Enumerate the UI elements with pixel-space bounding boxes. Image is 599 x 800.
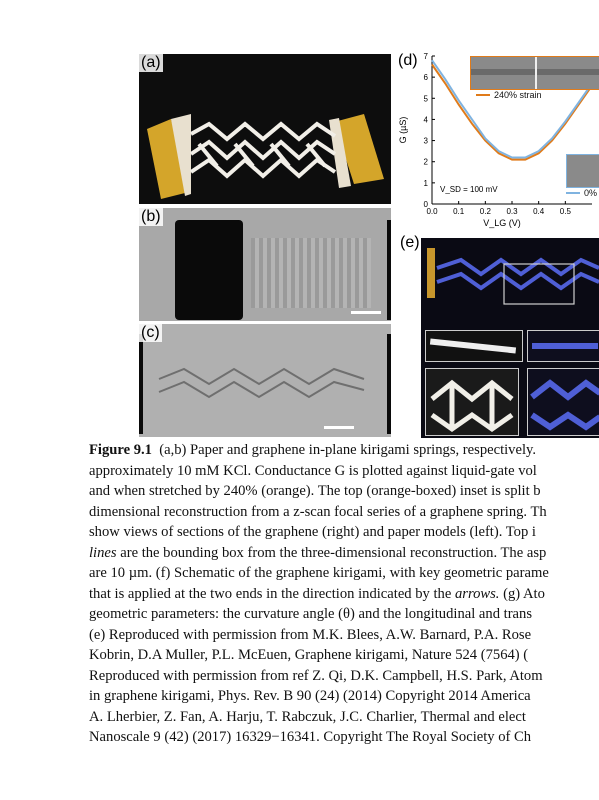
vsd-annotation: V_SD = 100 mV [440,185,498,194]
panel-e-label-visible: (e) [400,234,420,251]
scale-bar-b [351,311,381,314]
inset-blue-strip [527,330,599,362]
caption-line-11: Kobrin, D.A Muller, P.L. McEuen, Graphene kirigami, Nature 524 (7564) ( [89,647,529,663]
panel-a-photo [139,54,391,204]
caption-line-7: are 10 µm. (f) Schematic of the graphene kirigami, with key geometric parame [89,565,549,581]
x-tick-label: 0.3 [506,207,518,216]
legend-zero-text: 0% [584,188,598,198]
panel-b-micrograph [139,208,391,321]
caption-italic-arrows: arrows. [454,585,500,602]
legend-strain [476,90,542,100]
y-tick-label: 6 [423,73,428,83]
caption-line-8 [89,584,599,605]
y-tick-label: 2 [423,157,428,167]
graphene-spring-stripes [251,238,371,308]
scale-bar-c [324,426,354,429]
x-axis-label: V_LG (V) [483,218,521,228]
panel-d-chart [394,50,599,235]
panel-d-label: (d) [398,52,418,69]
panel-c-label: (c) [141,324,160,341]
caption-line-13: in graphene kirigami, Phys. Rev. B 90 (24) (2014) Copyright 2014 America [89,688,531,704]
x-tick-label: 0.2 [479,207,491,216]
panel-e-images [421,238,599,438]
blue-closeup-lattice [528,369,599,435]
figure-caption [89,440,599,748]
y-tick-label: 5 [423,94,428,104]
panel-c-micrograph [139,324,391,437]
caption-line-6 [89,543,599,564]
inset-paper-strip [425,330,523,362]
caption-line-12: Reproduced with permission from ref Z. Qi, D.K. Campbell, H.S. Park, Atom [89,667,543,684]
caption-line-14: A. Lherbier, Z. Fan, A. Harju, T. Rabczuk, J.C. Charlier, Thermal and elect [89,708,526,725]
caption-line-10: (e) Reproduced with permission from M.K. Blees, A.W. Barnard, P.A. Rose [89,626,532,643]
y-tick-label: 3 [423,136,428,146]
legend-strain-text: 240% strain [494,90,542,100]
y-tick-label: 7 [423,52,428,61]
caption-italic-lines: lines [89,544,117,561]
x-tick-label: 0.4 [533,207,545,216]
caption-line-6-text: are the bounding box from the three-dimensional reconstruction. The asp [120,544,547,561]
caption-line-15: Nanoscale 9 (42) (2017) 16329−16341. Copyright The Royal Society of Ch [89,729,532,745]
caption-line-9: geometric parameters: the curvature angle (θ) and the longitudinal and trans [89,606,533,622]
figure-label: Figure 9.1 [89,442,152,458]
caption-line-5: show views of sections of the graphene (right) and paper models (left). Top i [89,524,536,540]
caption-line-1 [89,440,599,461]
caption-line-1-text: (a,b) Paper and graphene in-plane kirigami springs, respectively. [159,442,537,458]
stretched-spring-trace [139,324,391,437]
caption-line-3: and when stretched by 240% (orange). The top (orange-boxed) inset is split b [89,483,541,499]
x-tick-label: 0.5 [559,207,571,216]
x-tick-label: 0.1 [453,207,465,216]
inset-strain-image [470,56,599,90]
inset-blue-closeup [527,368,599,436]
caption-line-4: dimensional reconstruction from a z-scan focal series of a graphene spring. Th [89,503,547,520]
y-tick-label: 4 [423,115,428,125]
y-axis-label: G (µS) [398,116,408,144]
caption-line-8-end: (g) Ato [503,585,545,602]
legend-zero [566,188,597,198]
inset-paper-closeup [425,368,519,436]
electrode-dark-block [175,220,243,320]
caption-line-8-start: that is applied at the two ends in the direction indicated by the [89,585,452,602]
y-tick-label: 0 [423,200,428,209]
caption-line-2: approximately 10 mM KCl. Conductance G is plotted against liquid-gate vol [89,462,537,479]
paper-spring-illustration [139,54,391,204]
panel-a-label: (a) [141,54,161,71]
electrode-right-edge [387,220,391,320]
panel-b-label: (b) [141,208,161,225]
y-tick-label: 1 [423,178,428,188]
inset-zero-strain-image [566,154,599,188]
x-tick-label: 0.0 [426,207,438,216]
paper-closeup-lattice [426,369,518,435]
